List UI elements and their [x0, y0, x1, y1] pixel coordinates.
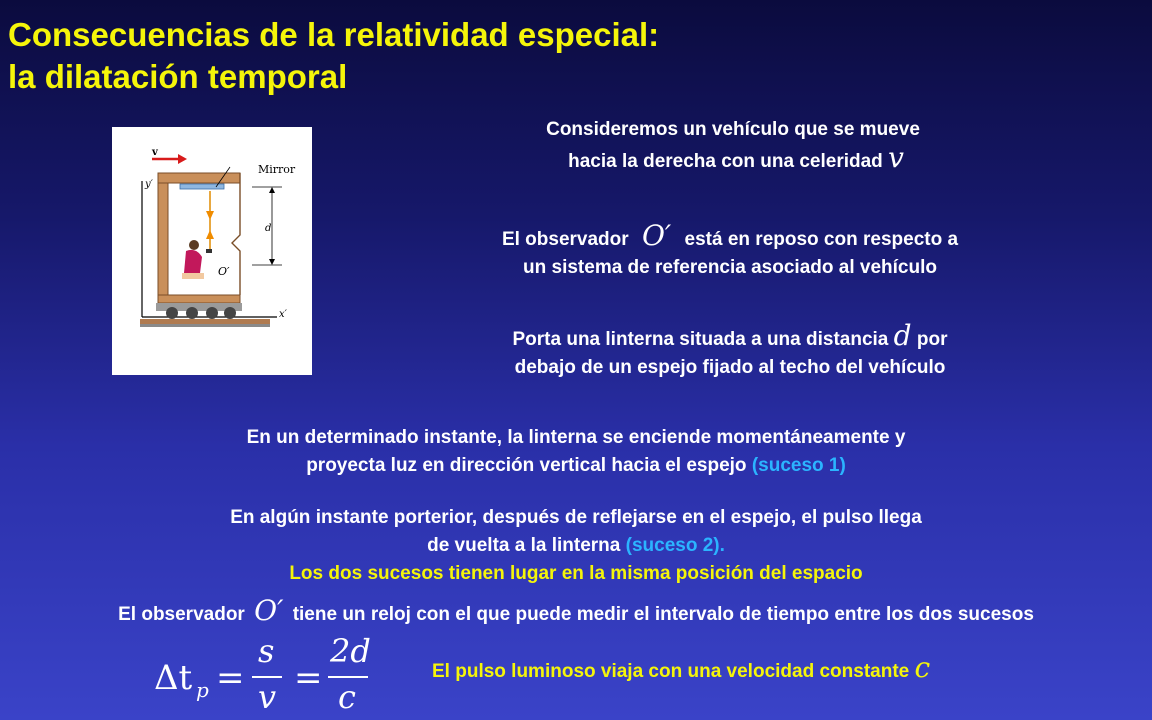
- light-arrow-up: [206, 230, 214, 239]
- text-vehicle-line-1: Consideremos un vehículo que se mueve: [546, 119, 920, 140]
- vehicle-diagram: [112, 127, 312, 375]
- formula-denominator-1: v: [258, 678, 277, 716]
- observer-body: [184, 250, 202, 273]
- flashlight: [206, 249, 212, 253]
- formula-subscript: p: [196, 678, 209, 702]
- text-flashlight-line-2: debajo de un espejo fijado al techo del vehículo: [514, 357, 946, 378]
- title-line-1: Consecuencias de la relatividad especial:: [8, 16, 660, 53]
- time-formula: [150, 632, 380, 718]
- text-event-1: [0, 424, 1152, 480]
- text-observer-clock: [0, 594, 1152, 629]
- formula-lhs: Δt: [154, 658, 193, 698]
- formula-numerator-2: 2d: [330, 632, 371, 670]
- vehicle-right-wall-break: [232, 173, 240, 295]
- velocity-label: v: [152, 147, 158, 158]
- text-event-1-line-1: En un determinado instante, la linterna se enciende momentáneamente y: [246, 427, 906, 448]
- text-observer-rest-before: El observador: [501, 229, 629, 250]
- text-event-1-line-2-text: proyecta luz en dirección vertical hacia el espejo: [306, 455, 747, 476]
- wheel-left: [166, 307, 178, 319]
- text-event-2-line-2-text: de vuelta a la linterna: [427, 535, 621, 556]
- rail-ties: [140, 319, 270, 324]
- formula-equals-1: =: [216, 658, 245, 698]
- velocity-arrowhead: [178, 154, 187, 164]
- light-speed-symbol: c: [914, 651, 931, 684]
- text-vehicle-description: [470, 116, 1010, 176]
- rail-gravel: [140, 324, 270, 327]
- observer-legs: [182, 273, 204, 279]
- text-flashlight-line-1: [440, 319, 1020, 354]
- title-line-2: la dilatación temporal: [8, 58, 348, 95]
- distance-label: d: [265, 223, 272, 234]
- x-axis-label: x′: [279, 309, 287, 320]
- text-observer-rest: [440, 219, 1020, 282]
- vehicle-roof: [158, 173, 240, 183]
- observer-clock-symbol: O′: [254, 594, 284, 627]
- formula-equals-2: =: [294, 658, 323, 698]
- text-event-1-line-2: [0, 452, 1152, 480]
- text-observer-rest-line-2: un sistema de referencia asociado al vehículo: [523, 257, 937, 278]
- vehicle-floor: [158, 295, 240, 303]
- wheel-right-2: [224, 307, 236, 319]
- text-event-2: [0, 504, 1152, 588]
- formula-numerator-1: s: [258, 632, 275, 670]
- text-observer-rest-line-1: [440, 219, 1020, 254]
- text-observer-clock-after: tiene un reloj con el que puede medir el intervalo de tiempo entre los dos sucesos: [292, 604, 1034, 625]
- text-observer-rest-after: está en reposo con respecto a: [684, 229, 959, 250]
- slide-title: [8, 14, 659, 98]
- distance-arrow-down: [269, 259, 275, 265]
- text-light-speed: [432, 651, 931, 686]
- text-same-position: Los dos sucesos tienen lugar en la misma posición del espacio: [289, 563, 863, 584]
- velocity-symbol: v: [888, 141, 904, 174]
- text-flashlight: [440, 319, 1020, 382]
- observer-head: [189, 240, 199, 250]
- text-vehicle-line-2-text: hacia la derecha con una celeridad: [568, 151, 883, 172]
- vehicle-figure: [112, 127, 312, 375]
- text-event-2-line-1: En algún instante porterior, después de reflejarse en el espejo, el pulso llega: [230, 507, 922, 528]
- light-arrow-down: [206, 211, 214, 220]
- y-axis-label: y′: [145, 179, 153, 190]
- text-light-speed-text: El pulso luminoso viaja con una velocidad constante: [432, 661, 910, 682]
- text-flashlight-after: por: [916, 329, 948, 350]
- formula-denominator-2: c: [338, 678, 356, 716]
- wheel-left-2: [186, 307, 198, 319]
- vehicle-left-wall: [158, 183, 168, 295]
- distance-arrow-up: [269, 187, 275, 193]
- wheel-right: [206, 307, 218, 319]
- text-observer-clock-before: El observador: [118, 604, 245, 625]
- mirror-label: Mirror: [258, 163, 296, 176]
- text-vehicle-line-2: [462, 141, 1010, 176]
- observer-symbol: O′: [641, 219, 672, 252]
- event-2-label: (suceso 2).: [625, 535, 725, 556]
- text-event-2-line-2: [0, 532, 1152, 560]
- event-1-label: (suceso 1): [751, 455, 846, 476]
- observer-label: O′: [218, 265, 230, 278]
- distance-symbol: d: [893, 319, 912, 352]
- text-flashlight-before: Porta una linterna situada a una distancia: [512, 329, 889, 350]
